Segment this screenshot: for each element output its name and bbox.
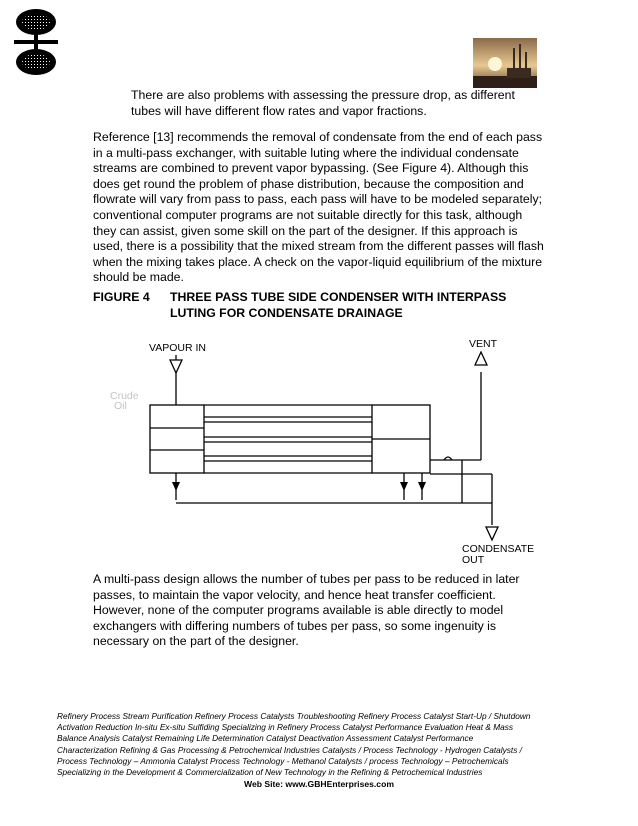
footer-line: Activation Reduction In-situ Ex-situ Sulfiding Specializing in Refinery Process Catalyst Performance Evaluation Heat & Mass — [57, 722, 514, 733]
footer-text — [57, 711, 557, 778]
gbh-logo-icon — [12, 6, 60, 78]
body-paragraph-2: A multi-pass design allows the number of tubes per pass to be reduced in later passes, to maintain the vapor velocity, and hence heat transfer coefficient. However, none of the computer programs available is able directly to model exchangers with differing numbers of tubes per pass, so some ingenuity is necessary on the part of the designer. — [93, 572, 520, 649]
condenser-diagram — [0, 320, 638, 580]
footer-line: Characterization Refining & Gas Processing & Petrochemical Industries Catalysts / Process Technology - Hydrogen Catalysts / — [57, 744, 522, 755]
footer-line: Specializing in the Development & Commercialization of New Technology in the Refining & Petrochemical Industries — [57, 767, 483, 778]
footer-line: Balance Analysis Catalyst Remaining Life Determination Catalyst Deactivation Assessment Catalyst Performance — [57, 733, 474, 744]
website-link[interactable]: Web Site: www.GBHEnterprises.com — [244, 779, 394, 789]
watermark-text: Crude — [110, 390, 139, 402]
vent-label: VENT — [469, 338, 498, 350]
figure-caption-text: THREE PASS TUBE SIDE CONDENSER WITH INTERPASS LUTING FOR CONDENSATE DRAINAGE — [170, 290, 507, 320]
footer-line: Process Technology – Ammonia Catalyst Process Technology - Methanol Catalysts / process Technology – Petrochemicals — [57, 755, 509, 766]
body-paragraph-1: Reference [13] recommends the removal of condensate from the end of each pass in a multi-pass exchanger, with suitable luting where the individual condensate streams are combined to prevent vapor bypassing. (See Figure 4). Although this does get round the problem of phase distribution, because the composition and flowrate will vary from pass to pass, each pass will have to be modeled separately; conventional computer programs are not suitable directly for this task, although they can assist, given some skill on the part of the designer. If this approach is used, there is a possibility that the mixed stream from the different passes will flash when the mixing takes place. A check on the vapor-liquid equilibrium of the mixture should be made. — [93, 130, 544, 285]
left-channel-head — [150, 405, 204, 473]
vapour-in-arrow-icon — [170, 360, 182, 373]
bullet-paragraph: There are also problems with assessing the pressure drop, as different tubes will have different flow rates and vapor fractions. — [131, 88, 515, 118]
footer-line: Refinery Process Stream Purification Refinery Process Catalysts Troubleshooting Refinery Process Catalyst Start-Up / Shutdown — [57, 711, 531, 721]
vent-arrow-icon — [475, 352, 487, 365]
figure-number: FIGURE 4 — [93, 290, 150, 304]
drain-arrow-icon — [418, 482, 426, 491]
drain-arrow-icon — [400, 482, 408, 491]
watermark-text: Oil — [114, 400, 127, 412]
condensate-out-arrow-icon — [486, 527, 498, 540]
refinery-photo-icon — [473, 38, 537, 88]
condensate-label: CONDENSATE — [462, 543, 535, 555]
condensate-out-label: OUT — [462, 554, 485, 566]
vapour-in-label: VAPOUR IN — [149, 342, 206, 354]
drain-arrow-icon — [172, 482, 180, 491]
